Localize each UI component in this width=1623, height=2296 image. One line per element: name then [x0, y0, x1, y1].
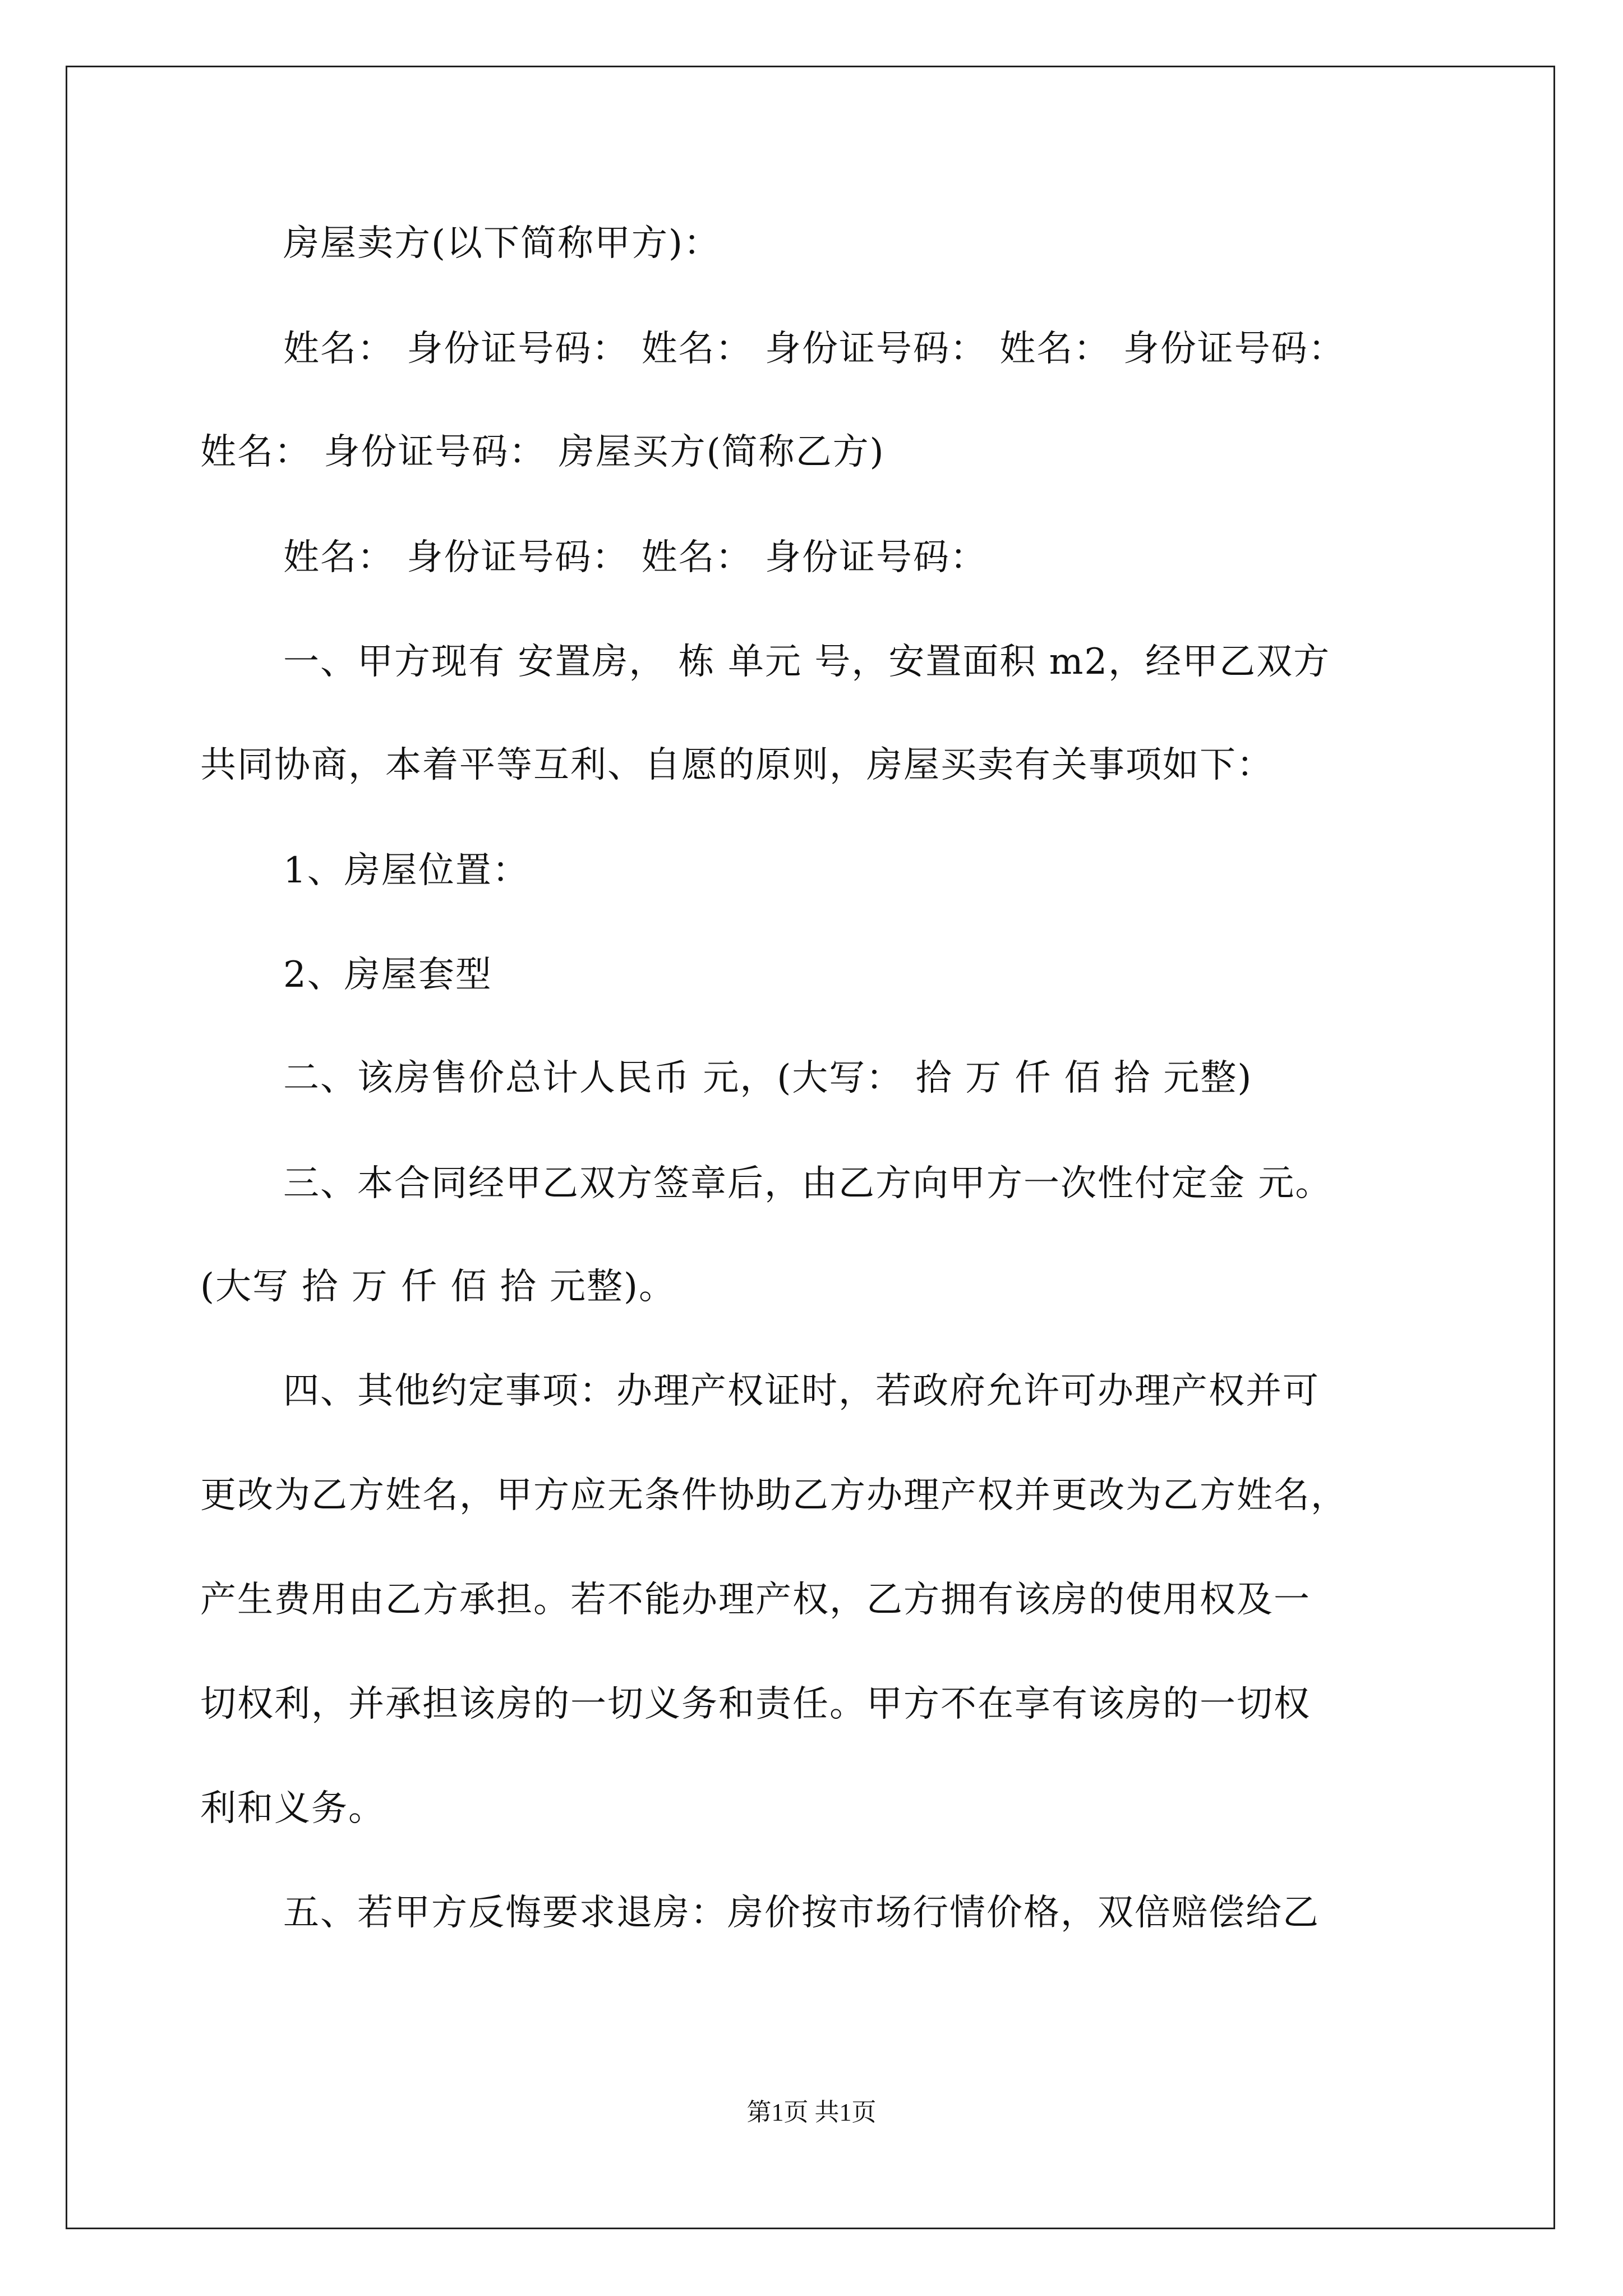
clause-2: 二、该房售价总计人民币 元，(大写： 拾 万 仟 佰 拾 元整)	[283, 1057, 1253, 1099]
clause-3-line-2: (大写 拾 万 仟 佰 拾 元整)。	[200, 1266, 676, 1308]
page-footer: 第1页 共1页	[746, 2099, 877, 2126]
clause-4-line-4: 切权利，并承担该房的一切义务和责任。甲方不在享有该房的一切权	[200, 1683, 1311, 1725]
clause-4-line-1: 四、其他约定事项：办理产权证时，若政府允许可办理产权并可	[283, 1370, 1320, 1412]
clause-4-line-2: 更改为乙方姓名，甲方应无条件协助乙方办理产权并更改为乙方姓名，	[200, 1475, 1348, 1516]
seller-buyer-fields-line: 姓名： 身份证号码： 房屋买方(简称乙方)	[200, 431, 885, 473]
seller-fields-line: 姓名： 身份证号码： 姓名： 身份证号码： 姓名： 身份证号码：	[283, 328, 1345, 370]
clause-4-line-5: 利和义务。	[200, 1788, 385, 1829]
house-type: 2、房屋套型	[283, 954, 492, 996]
seller-heading: 房屋卖方(以下简称甲方)：	[283, 223, 721, 264]
buyer-fields-line: 姓名： 身份证号码： 姓名： 身份证号码：	[283, 537, 988, 578]
clause-5-line-1: 五、若甲方反悔要求退房：房价按市场行情价格，双倍赔偿给乙	[283, 1892, 1320, 1934]
house-location: 1、房屋位置：	[283, 850, 529, 891]
clause-3-line-1: 三、本合同经甲乙双方签章后，由乙方向甲方一次性付定金 元。	[283, 1163, 1332, 1204]
clause-1-line-2: 共同协商，本着平等互利、自愿的原则，房屋买卖有关事项如下：	[200, 744, 1274, 786]
clause-4-line-3: 产生费用由乙方承担。若不能办理产权，乙方拥有该房的使用权及一	[200, 1579, 1311, 1621]
clause-1-line-1: 一、甲方现有 安置房， 栋 单元 号，安置面积 m2，经甲乙双方	[283, 641, 1331, 683]
